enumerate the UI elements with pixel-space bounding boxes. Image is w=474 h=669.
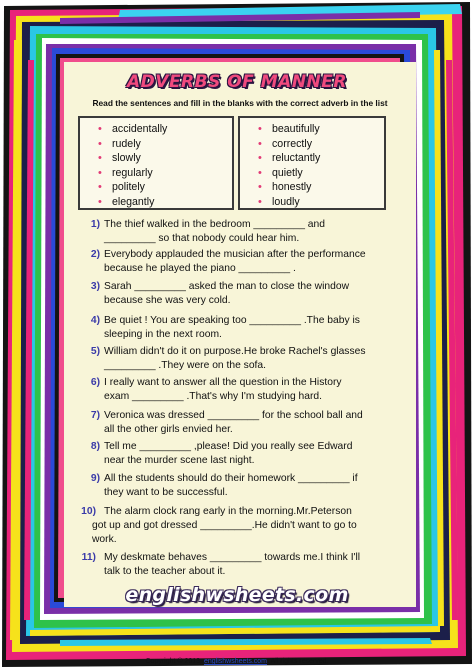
- question-number: 4): [90, 315, 100, 326]
- question-item: [80, 345, 412, 373]
- question-item: [80, 218, 412, 246]
- bullet-icon: •: [98, 123, 102, 135]
- bullet-icon: •: [258, 137, 262, 150]
- question-text-line: all the other girls envied her.: [104, 424, 233, 435]
- question-number: 2): [90, 249, 100, 260]
- bullet-icon: •: [258, 195, 262, 208]
- question-text-line: talk to the teacher about it.: [104, 566, 226, 577]
- question-item: [80, 409, 412, 437]
- copyright-link[interactable]: englishwsheets.com: [203, 658, 268, 665]
- word-item: [258, 137, 384, 152]
- question-number: 3): [90, 281, 100, 292]
- question-number: 7): [90, 410, 100, 421]
- instructions: Read the sentences and fill in the blanks with the correct adverb in the list: [92, 98, 388, 108]
- question-text-line: _________ .They were on the sofa.: [104, 360, 267, 371]
- word-item: [98, 166, 232, 181]
- word-text: loudly: [272, 195, 300, 208]
- question-text-line: because he played the piano _________ .: [104, 263, 296, 274]
- word-box-left: [78, 116, 234, 210]
- question-text-line: Tell me _________ ,please! Did you really see Edward: [104, 441, 353, 452]
- word-box-right: [238, 116, 386, 210]
- word-text: honestly: [272, 181, 312, 194]
- word-item: [258, 166, 384, 181]
- bullet-icon: •: [98, 137, 102, 150]
- question-text-line: _________ so that nobody could hear him.: [104, 233, 300, 244]
- question-text-line: work.: [92, 534, 117, 545]
- question-text-line: My deskmate behaves _________ towards me.I think I'll: [104, 552, 361, 563]
- worksheet-title: ADVERBS OF MANNER: [127, 72, 347, 92]
- question-text-line: William didn't do it on purpose.He broke Rachel's glasses: [104, 346, 366, 357]
- question-number: 5): [90, 346, 100, 357]
- word-item: [258, 151, 384, 166]
- bullet-icon: •: [98, 195, 102, 208]
- word-text: accidentally: [112, 123, 168, 135]
- question-item: [80, 505, 412, 547]
- word-text: correctly: [272, 137, 313, 150]
- word-text: reluctantly: [272, 152, 321, 165]
- question-text-line: The thief walked in the bedroom _________ and: [104, 219, 325, 230]
- question-text-line: Everybody applauded the musician after the performance: [104, 249, 366, 260]
- word-item: [98, 180, 232, 195]
- word-text: rudely: [112, 137, 141, 150]
- question-number: 10): [81, 506, 96, 517]
- word-item: [258, 180, 384, 195]
- word-item: [98, 151, 232, 166]
- question-number: 6): [90, 377, 100, 388]
- question-text-line: Sarah _________ asked the man to close the window: [104, 281, 350, 292]
- bullet-icon: •: [98, 152, 102, 165]
- question-number: 1): [90, 219, 100, 230]
- bullet-icon: •: [98, 181, 102, 194]
- question-number: 11): [81, 552, 96, 563]
- word-item: [258, 122, 384, 137]
- question-item: [80, 472, 412, 500]
- word-item: [98, 137, 232, 152]
- question-item: [80, 551, 412, 579]
- question-text-line: they want to be successful.: [104, 487, 228, 498]
- question-text-line: sleeping in the next room.: [104, 329, 222, 340]
- question-text-line: got up and got dressed _________.He didn't want to go to: [92, 520, 357, 531]
- question-text-line: exam _________ .That's why I'm studying hard.: [104, 391, 322, 402]
- question-text-line: Veronica was dressed _________ for the school ball and: [104, 410, 363, 421]
- question-item: [80, 440, 412, 468]
- question-item: [80, 376, 412, 404]
- question-text-line: All the students should do their homework _________ if: [104, 473, 358, 484]
- question-item: [80, 314, 412, 342]
- word-text: quietly: [272, 166, 303, 179]
- bullet-icon: •: [258, 166, 262, 179]
- question-text-line: near the murder scene last night.: [104, 455, 255, 466]
- bullet-icon: •: [98, 166, 102, 179]
- word-text: slowly: [112, 152, 141, 165]
- bullet-icon: •: [258, 123, 262, 135]
- word-text: politely: [112, 181, 145, 194]
- bullet-icon: •: [258, 152, 262, 165]
- word-item: [258, 195, 384, 210]
- question-text-line: Be quiet ! You are speaking too _________ .The baby is: [104, 315, 360, 326]
- question-number: 8): [90, 441, 100, 452]
- site-logo: englishwsheets.com: [125, 584, 349, 606]
- word-item: [98, 122, 232, 137]
- copyright-prefix: Copyright © 2013.: [145, 658, 203, 665]
- copyright-suffix: . All rights reserved.: [267, 658, 329, 665]
- word-text: regularly: [112, 166, 153, 179]
- question-text-line: because she was very cold.: [104, 295, 231, 306]
- question-text-line: The alarm clock rang early in the morning.Mr.Peterson: [104, 506, 352, 517]
- question-text-line: I really want to answer all the question in the History: [104, 377, 342, 388]
- word-text: beautifully: [272, 123, 320, 135]
- copyright-footer: [0, 658, 474, 665]
- question-item: [80, 280, 412, 308]
- question-number: 9): [90, 473, 100, 484]
- bullet-icon: •: [258, 181, 262, 194]
- word-item: [98, 195, 232, 210]
- question-item: [80, 248, 412, 276]
- word-text: elegantly: [112, 195, 155, 208]
